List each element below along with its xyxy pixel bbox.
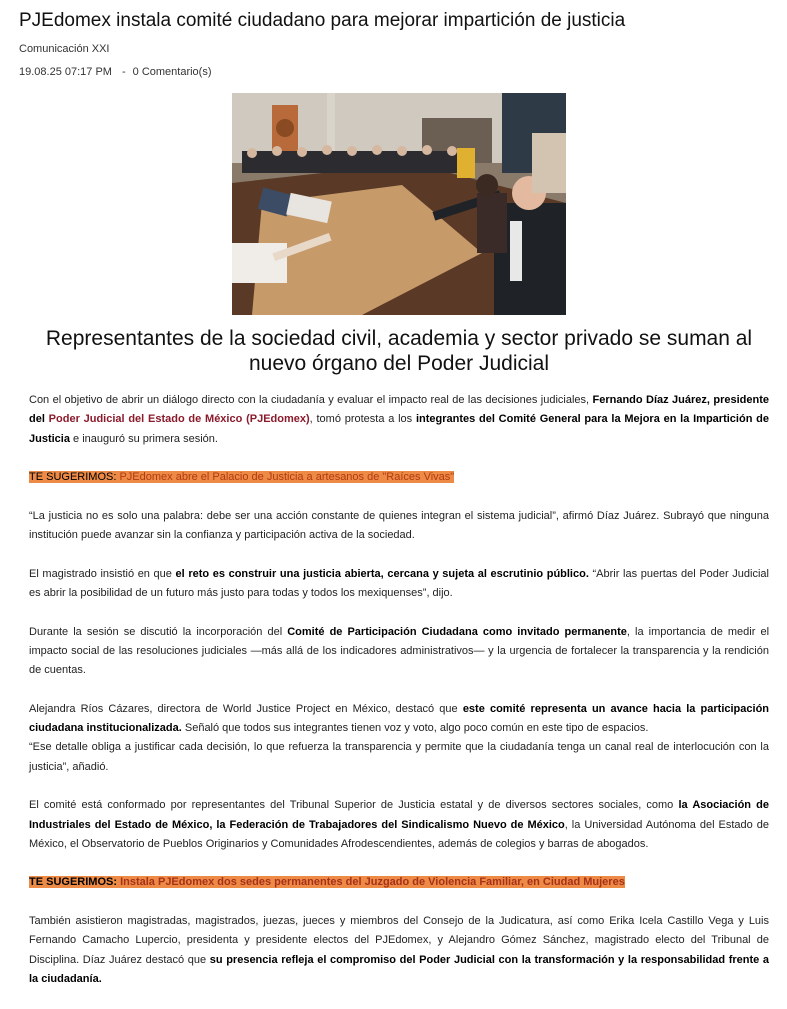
paragraph-1: Con el objetivo de abrir un diálogo directo con la ciudadanía y evaluar el impacto real de las decisiones judiciales, Fernando Díaz Juárez, presidente del Poder Judicial del Estado de México (PJEdomex), tomó protesta a los integrantes del Comité General para la Mejora en la Impartición de Justicia e inauguró su primera sesión.	[29, 394, 770, 445]
paragraph-3: El magistrado insistió en que el reto es construir una justicia abierta, cercana y sujeta al escrutinio público. “Abrir las puertas del Poder Judicial es abrir la posibilidad de un futuro más justo para todas y todos los mexiquenses”, dijo.	[29, 567, 769, 599]
article-body	[29, 391, 769, 1009]
paragraph-8: También asistieron magistradas, magistrados, juezas, jueces y miembros del Consejo de la Judicatura, así como Erika Icela Castillo Vega y Luis Fernando Camacho Lupercio, presidenta y presidente electos del PJEdomex, y Alejandro Gómez Sánchez, magistrado electo del Tribunal de Disciplina. Díaz Juárez destacó que su presencia refleja el compromiso del Poder Judicial con la transformación y la responsabilidad frente a la ciudadanía.	[29, 915, 769, 985]
article-meta	[19, 66, 212, 78]
paragraph-6: “Ese detalle obliga a justificar cada decisión, lo que refuerza la transparencia y permite que la ciudadanía tenga un canal real de interlocución con la justicia”, añadió.	[29, 741, 769, 773]
article-photo	[232, 93, 566, 315]
suggestion-label: TE SUGERIMOS:	[29, 876, 118, 889]
meta-separator: -	[121, 66, 126, 78]
suggestion-label: TE SUGERIMOS:	[29, 471, 117, 484]
paragraph-2: “La justicia no es solo una palabra: debe ser una acción constante de quienes integran el sistema judicial”, afirmó Díaz Juárez. Subrayó que ninguna institución puede avanzar sin la confianza y participación activa de la sociedad.	[29, 509, 769, 542]
suggestion-2	[29, 873, 769, 892]
paragraph-4: Durante la sesión se discutió la incorporación del Comité de Participación Ciudadana como invitado permanente, la importancia de medir el impacto social de las resoluciones judiciales —más allá de los indicadores administrativos— y la urgencia de fortalecer la transparencia y la rendición de cuentas.	[29, 625, 770, 677]
paragraph-7: El comité está conformado por representantes del Tribunal Superior de Justicia estatal y de diversos sectores sociales, como la Asociación de Industriales del Estado de México, la Federación de Trabajadores del Sindicalismo Nuevo de México, la Universidad Autónoma del Estado de México, el Observatorio de Pueblos Originarios y Comunidades Afrodescendientes, además de colegios y barras de abogados.	[29, 799, 769, 850]
author-link[interactable]: Comunicación XXI	[19, 43, 110, 55]
paragraph-5: Alejandra Ríos Cázares, directora de World Justice Project en México, destacó que este comité representa un avance hacia la participación ciudadana institucionalizada. Señaló que todos sus integrantes tienen voz y voto, algo poco común en este tipo de espacios.	[29, 702, 770, 735]
article-subtitle: Representantes de la sociedad civil, academia y sector privado se suman al nuevo órgano del Poder Judicial	[45, 327, 753, 375]
suggestion-link-raices-vivas[interactable]: PJEdomex abre el Palacio de Justicia a artesanos de "Raíces Vivas"	[116, 471, 455, 484]
suggestion-link-violencia-familiar[interactable]: Instala PJEdomex dos sedes permanentes del Juzgado de Violencia Familiar, en Ciudad Mujeres	[117, 876, 625, 889]
pjedomex-link[interactable]: Poder Judicial del Estado de México (PJEdomex)	[48, 413, 310, 426]
publish-datetime: 19.08.25 07:17 PM	[19, 66, 112, 78]
suggestion-1	[29, 468, 769, 487]
article-title: PJEdomex instala comité ciudadano para mejorar impartición de justicia	[19, 10, 626, 31]
comments-link[interactable]: 0 Comentario(s)	[132, 66, 212, 78]
